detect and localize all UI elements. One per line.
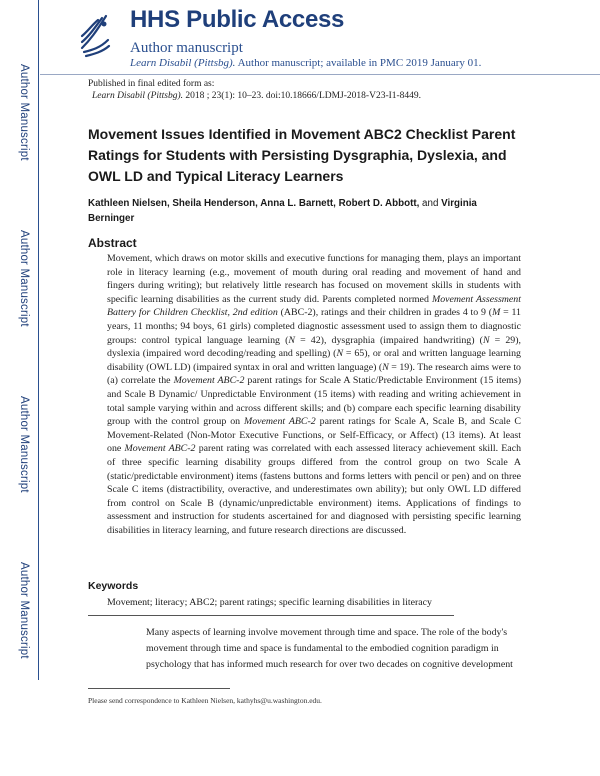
header-citation bbox=[130, 57, 481, 69]
abstract-text bbox=[107, 252, 521, 537]
abstract-segment: parent ratings for Scale A, Scale B, and Scale C Movement-Related (Non-Motor Executive Functions, or Self-Efficacy, or Affect) (13 items). At least one bbox=[107, 416, 521, 455]
abstract-variable: N bbox=[288, 334, 295, 346]
abstract-italic: Movement Assessment Battery for Children Checklist, 2nd edition bbox=[107, 293, 521, 319]
abstract-segment: = 65), or oral and written language learning disability (OWL LD) (impaired syntax in oral and written language) ( bbox=[107, 348, 521, 373]
published-label: Published in final edited form as: bbox=[88, 79, 215, 89]
abstract-segment: parent rating was correlated with each assessed literacy achievement skill. Each of three specific learning disability groups differed from the control group on two Scale A (static/predictable environment) items (fastens buttons and forms letters with pencil or pen) and on three Scale C items (distractibility, overactive, and underestimates own ability); but only OWL LD differed from control on Scale B (dynamic/unpredictable environment) items. Applications of findings to assessment and instruction for students ascertained for and diagnosed with persisting specific learning disabilities in literacy learning, and future research directions are discussed. bbox=[107, 443, 522, 536]
abstract-segment: = 42), dysgraphia (impaired handwriting) ( bbox=[294, 334, 483, 346]
sidebar-label: Author Manuscript bbox=[18, 562, 30, 659]
abstract-italic: Movement ABC-2 bbox=[173, 375, 245, 387]
sidebar-label: Author Manuscript bbox=[18, 64, 30, 161]
header-divider bbox=[40, 74, 600, 75]
footnote-divider bbox=[88, 688, 230, 689]
abstract-segment: = 19). The research aims were to (a) correlate the bbox=[107, 361, 521, 387]
authors-last: Virginia Berninger bbox=[88, 198, 477, 224]
author-list bbox=[88, 196, 508, 226]
authors-conjunction: and bbox=[419, 198, 442, 209]
article-title: Movement Issues Identified in Movement ABC2 Checklist Parent Ratings for Students with Persisting Dysgraphia, Dyslexia, and OWL LD and Typical Literacy Learners bbox=[88, 126, 516, 184]
keywords-heading: Keywords bbox=[88, 580, 139, 592]
citation-journal[interactable]: Learn Disabil (Pittsbg). bbox=[130, 57, 236, 69]
hhs-public-access-title: HHS Public Access bbox=[130, 6, 345, 33]
abstract-heading: Abstract bbox=[88, 236, 137, 250]
published-in-block bbox=[88, 78, 421, 102]
abstract-segment: parent ratings for Scale A Static/Predictable Environment (15 items) and Scale B Dynamic/ Unpredictable Environment (15 items) with reading and writing achievement in total sample varying within and across different skills; and (b) compare each specific learning disability group with the control group on bbox=[107, 375, 521, 428]
abstract-italic: Movement ABC-2 bbox=[124, 443, 196, 455]
hhs-eagle-icon bbox=[76, 10, 112, 60]
abstract-variable: N bbox=[382, 361, 389, 373]
authors-main: Kathleen Nielsen, Sheila Henderson, Anna L. Barnett, Robert D. Abbott, bbox=[88, 198, 420, 209]
body-paragraph: Many aspects of learning involve movement through time and space. The role of the body's movement through time and space is fundamental to the embodied cognition paradigm in psychology that has informed much research for over two decades on cognitive development bbox=[146, 627, 513, 670]
abstract-segment: = 11 years, 11 months; 94 boys, 61 girls) completed diagnostic assessment used to assign them to diagnostic groups: control typical language learning ( bbox=[107, 307, 521, 346]
keywords-list: Movement; literacy; ABC2; parent ratings; specific learning disabilities in literacy bbox=[107, 597, 432, 608]
abstract-italic: Movement ABC-2 bbox=[244, 416, 316, 428]
abstract-segment: Movement, which draws on motor skills and executive functions for managing them, plays an important role in literacy learning (e.g., movement of mouth during oral reading and movement of hand and fingers during writing); but relatively little research has focused on movement skills in students with specific learning disabilities as the current study did. Parents completed normed bbox=[107, 253, 521, 305]
abstract-segment: = 29), dyslexia (impaired word decoding/reading and spelling) ( bbox=[107, 334, 521, 360]
correspondence-footnote: Please send correspondence to Kathleen Nielsen, kathyhs@u.washington.edu. bbox=[88, 696, 322, 705]
keywords-divider bbox=[88, 615, 454, 616]
author-manuscript-sidebar bbox=[0, 0, 39, 680]
abstract-variable: M bbox=[492, 307, 501, 319]
abstract-variable: N bbox=[482, 334, 490, 346]
author-manuscript-subtitle: Author manuscript bbox=[130, 40, 243, 56]
abstract-variable: N bbox=[336, 348, 344, 360]
abstract-segment: (ABC-2), ratings and their children in grades 4 to 9 ( bbox=[277, 307, 493, 319]
sidebar-label: Author Manuscript bbox=[18, 230, 30, 327]
sidebar-label: Author Manuscript bbox=[18, 396, 30, 493]
citation-availability: Author manuscript; available in PMC 2019 January 01. bbox=[235, 57, 482, 69]
published-doi[interactable]: 2018 ; 23(1): 10–23. doi:10.18666/LDMJ-2018-V23-I1-8449. bbox=[183, 91, 422, 101]
published-journal: Learn Disabil (Pittsbg). bbox=[92, 91, 184, 101]
published-reference bbox=[88, 90, 421, 102]
